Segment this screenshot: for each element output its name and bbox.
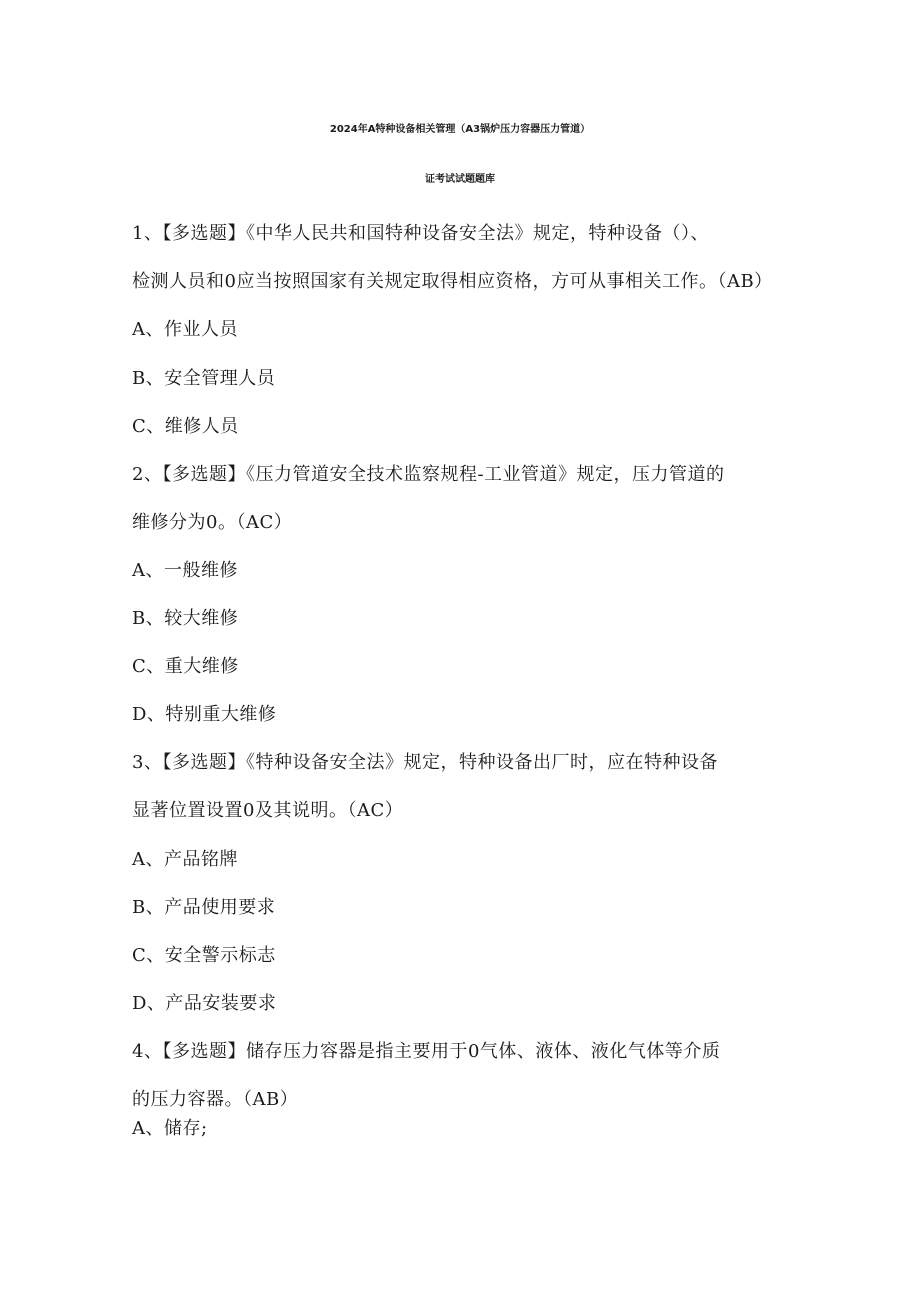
question-1-stem-line-1: 1、【多选题】《中华人民共和国特种设备安全法》规定，特种设备（）、	[132, 223, 709, 244]
question-2-option-a: A、一般维修	[132, 560, 238, 581]
question-4-stem-line-2: 的压力容器。（AB）	[132, 1089, 299, 1110]
question-2-option-b: B、较大维修	[132, 608, 239, 629]
question-1-option-c: C、维修人员	[132, 416, 239, 437]
question-3-option-a: A、产品铭牌	[132, 849, 238, 870]
question-1-stem-line-2: 检测人员和0应当按照国家有关规定取得相应资格，方可从事相关工作。（AB）	[132, 271, 773, 292]
question-2-option-d: D、特别重大维修	[132, 704, 277, 725]
question-3-stem-line-2: 显著位置设置0及其说明。（AC）	[132, 800, 404, 821]
document-title-line-2: 证考试试题题库	[425, 174, 495, 185]
question-4-stem-line-1: 4、【多选题】储存压力容器是指主要用于0气体、液体、液化气体等介质	[132, 1041, 721, 1062]
question-3-option-b: B、产品使用要求	[132, 897, 276, 918]
question-4-option-a: A、储存;	[132, 1118, 208, 1139]
question-2-stem-line-2: 维修分为0。（AC）	[132, 512, 293, 533]
question-2-option-c: C、重大维修	[132, 656, 239, 677]
question-3-stem-line-1: 3、【多选题】《特种设备安全法》规定，特种设备出厂时，应在特种设备	[132, 752, 718, 773]
document-title-line-1: 2024年A特种设备相关管理（A3锅炉压力容器压力管道）	[329, 124, 591, 135]
question-2-stem-line-1: 2、【多选题】《压力管道安全技术监察规程-工业管道》规定，压力管道的	[132, 464, 725, 485]
question-3-option-c: C、安全警示标志	[132, 945, 276, 966]
question-3-option-d: D、产品安装要求	[132, 993, 277, 1014]
question-1-option-a: A、作业人员	[132, 319, 238, 340]
question-1-option-b: B、安全管理人员	[132, 368, 276, 389]
